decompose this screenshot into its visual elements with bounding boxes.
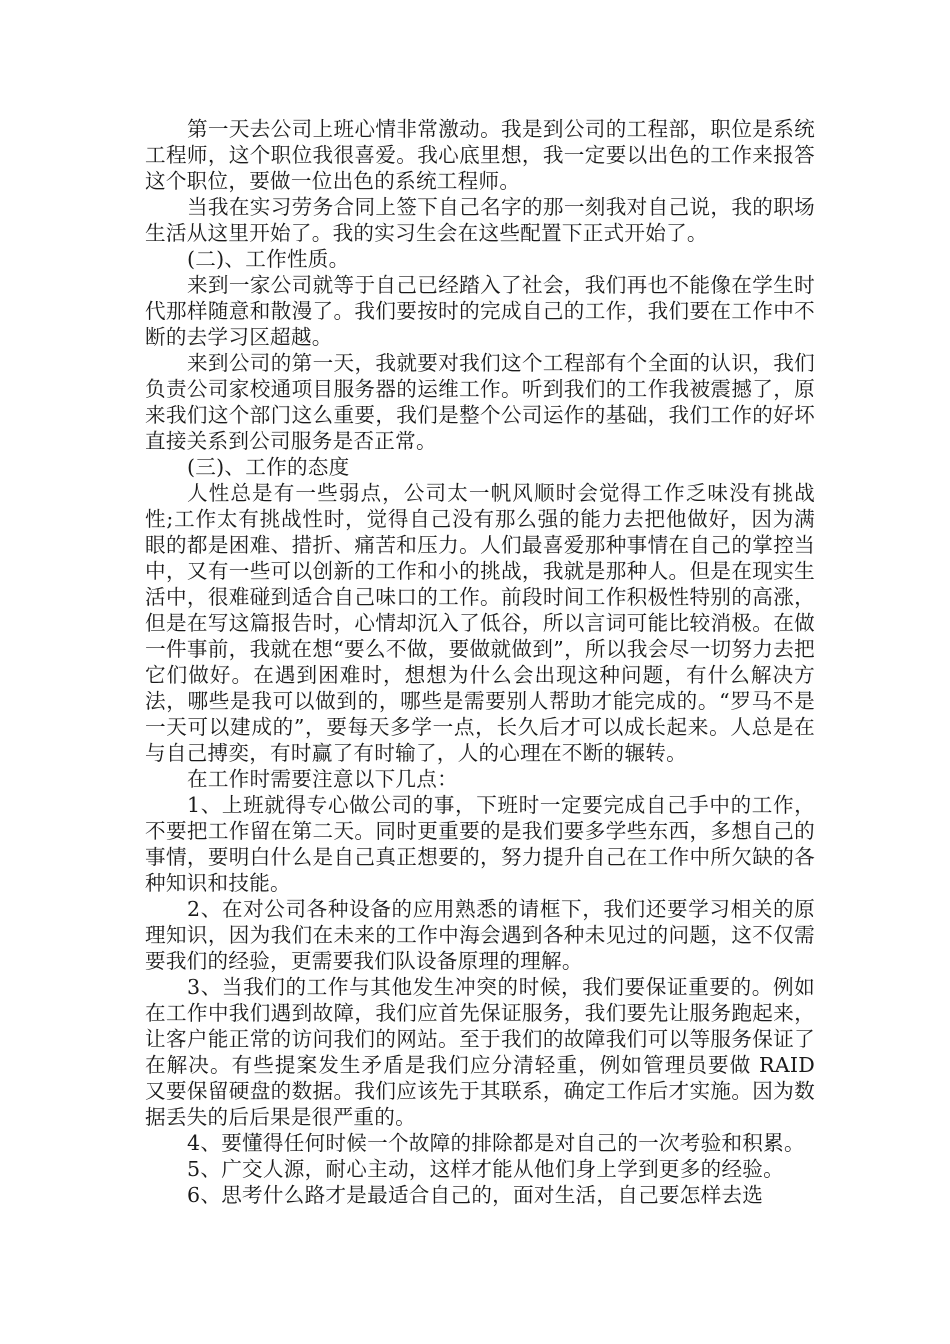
document-body [145, 116, 815, 1208]
paragraph: 来到公司的第一天，我就要对我们这个工程部有个全面的认识，我们负责公司家校通项目服务器的运维工作。听到我们的工作我被震撼了，原来我们这个部门这么重要，我们是整个公司运作的基础，我们工作的好坏直接关系到公司服务是否正常。 [145, 351, 815, 453]
list-item: 5、广交人源，耐心主动，这样才能从他们身上学到更多的经验。 [187, 1157, 784, 1181]
list-item: 3、当我们的工作与其他发生冲突的时候，我们要保证重要的。例如在工作中我们遇到故障，我们应首先保证服务，我们要先让服务跑起来，让客户能正常的访问我们的网站。至于我们的故障我们可以等服务保证了在解决。有些提案发生矛盾是我们应分清轻重，例如管理员要做 RAID 又要保留硬盘的数据。我们应该先于其联系，确定工作后才实施。因为数据丢失的后后果是很严重的。 [145, 975, 815, 1129]
list-item: 6、思考什么路才是最适合自己的，面对生活，自己要怎样去选 [187, 1183, 764, 1207]
paragraph: 第一天去公司上班心情非常激动。我是到公司的工程部，职位是系统工程师，这个职位我很喜爱。我心底里想，我一定要以出色的工作来报答这个职位，要做一位出色的系统工程师。 [145, 117, 815, 193]
paragraph: 在工作时需要注意以下几点： [187, 767, 458, 791]
section-heading: (三)、工作的态度 [187, 455, 350, 479]
paragraph: 来到一家公司就等于自己已经踏入了社会，我们再也不能像在学生时代那样随意和散漫了。我们要按时的完成自己的工作，我们要在工作中不断的去学习区超越。 [145, 273, 815, 349]
list-item: 1、上班就得专心做公司的事，下班时一定要完成自己手中的工作，不要把工作留在第二天。同时更重要的是我们要多学些东西，多想自己的事情，要明白什么是自己真正想要的，努力提升自己在工作中所欠缺的各种知识和技能。 [145, 793, 815, 895]
paragraph: 当我在实习劳务合同上签下自己名字的那一刻我对自己说，我的职场生活从这里开始了。我的实习生会在这些配置下正式开始了。 [145, 195, 815, 245]
list-item: 2、在对公司各种设备的应用熟悉的请框下，我们还要学习相关的原理知识，因为我们在未来的工作中海会遇到各种未见过的问题，这不仅需要我们的经验，更需要我们队设备原理的理解。 [145, 897, 815, 973]
paragraph: 人性总是有一些弱点，公司太一帆风顺时会觉得工作乏味没有挑战性;工作太有挑战性时，觉得自己没有那么强的能力去把他做好，因为满眼的都是困难、措折、痛苦和压力。人们最喜爱那种事情在自己的掌控当中，又有一些可以创新的工作和小的挑战，我就是那种人。但是在现实生活中，很难碰到适合自己味口的工作。前段时间工作积极性特别的高涨，但是在写这篇报告时，心情却沉入了低谷，所以言词可能比较消极。在做一件事前，我就在想“要么不做，要做就做到”，所以我会尽一切努力去把它们做好。在遇到困难时，想想为什么会出现这种问题，有什么解决方法，哪些是我可以做到的，哪些是需要别人帮助才能完成的。“罗马不是一天可以建成的”，要每天多学一点，长久后才可以成长起来。人总是在与自己搏奕，有时赢了有时输了，人的心理在不断的辗转。 [145, 481, 815, 765]
list-item: 4、要懂得任何时候一个故障的排除都是对自己的一次考验和积累。 [187, 1131, 805, 1155]
section-heading: (二)、工作性质。 [187, 247, 350, 271]
